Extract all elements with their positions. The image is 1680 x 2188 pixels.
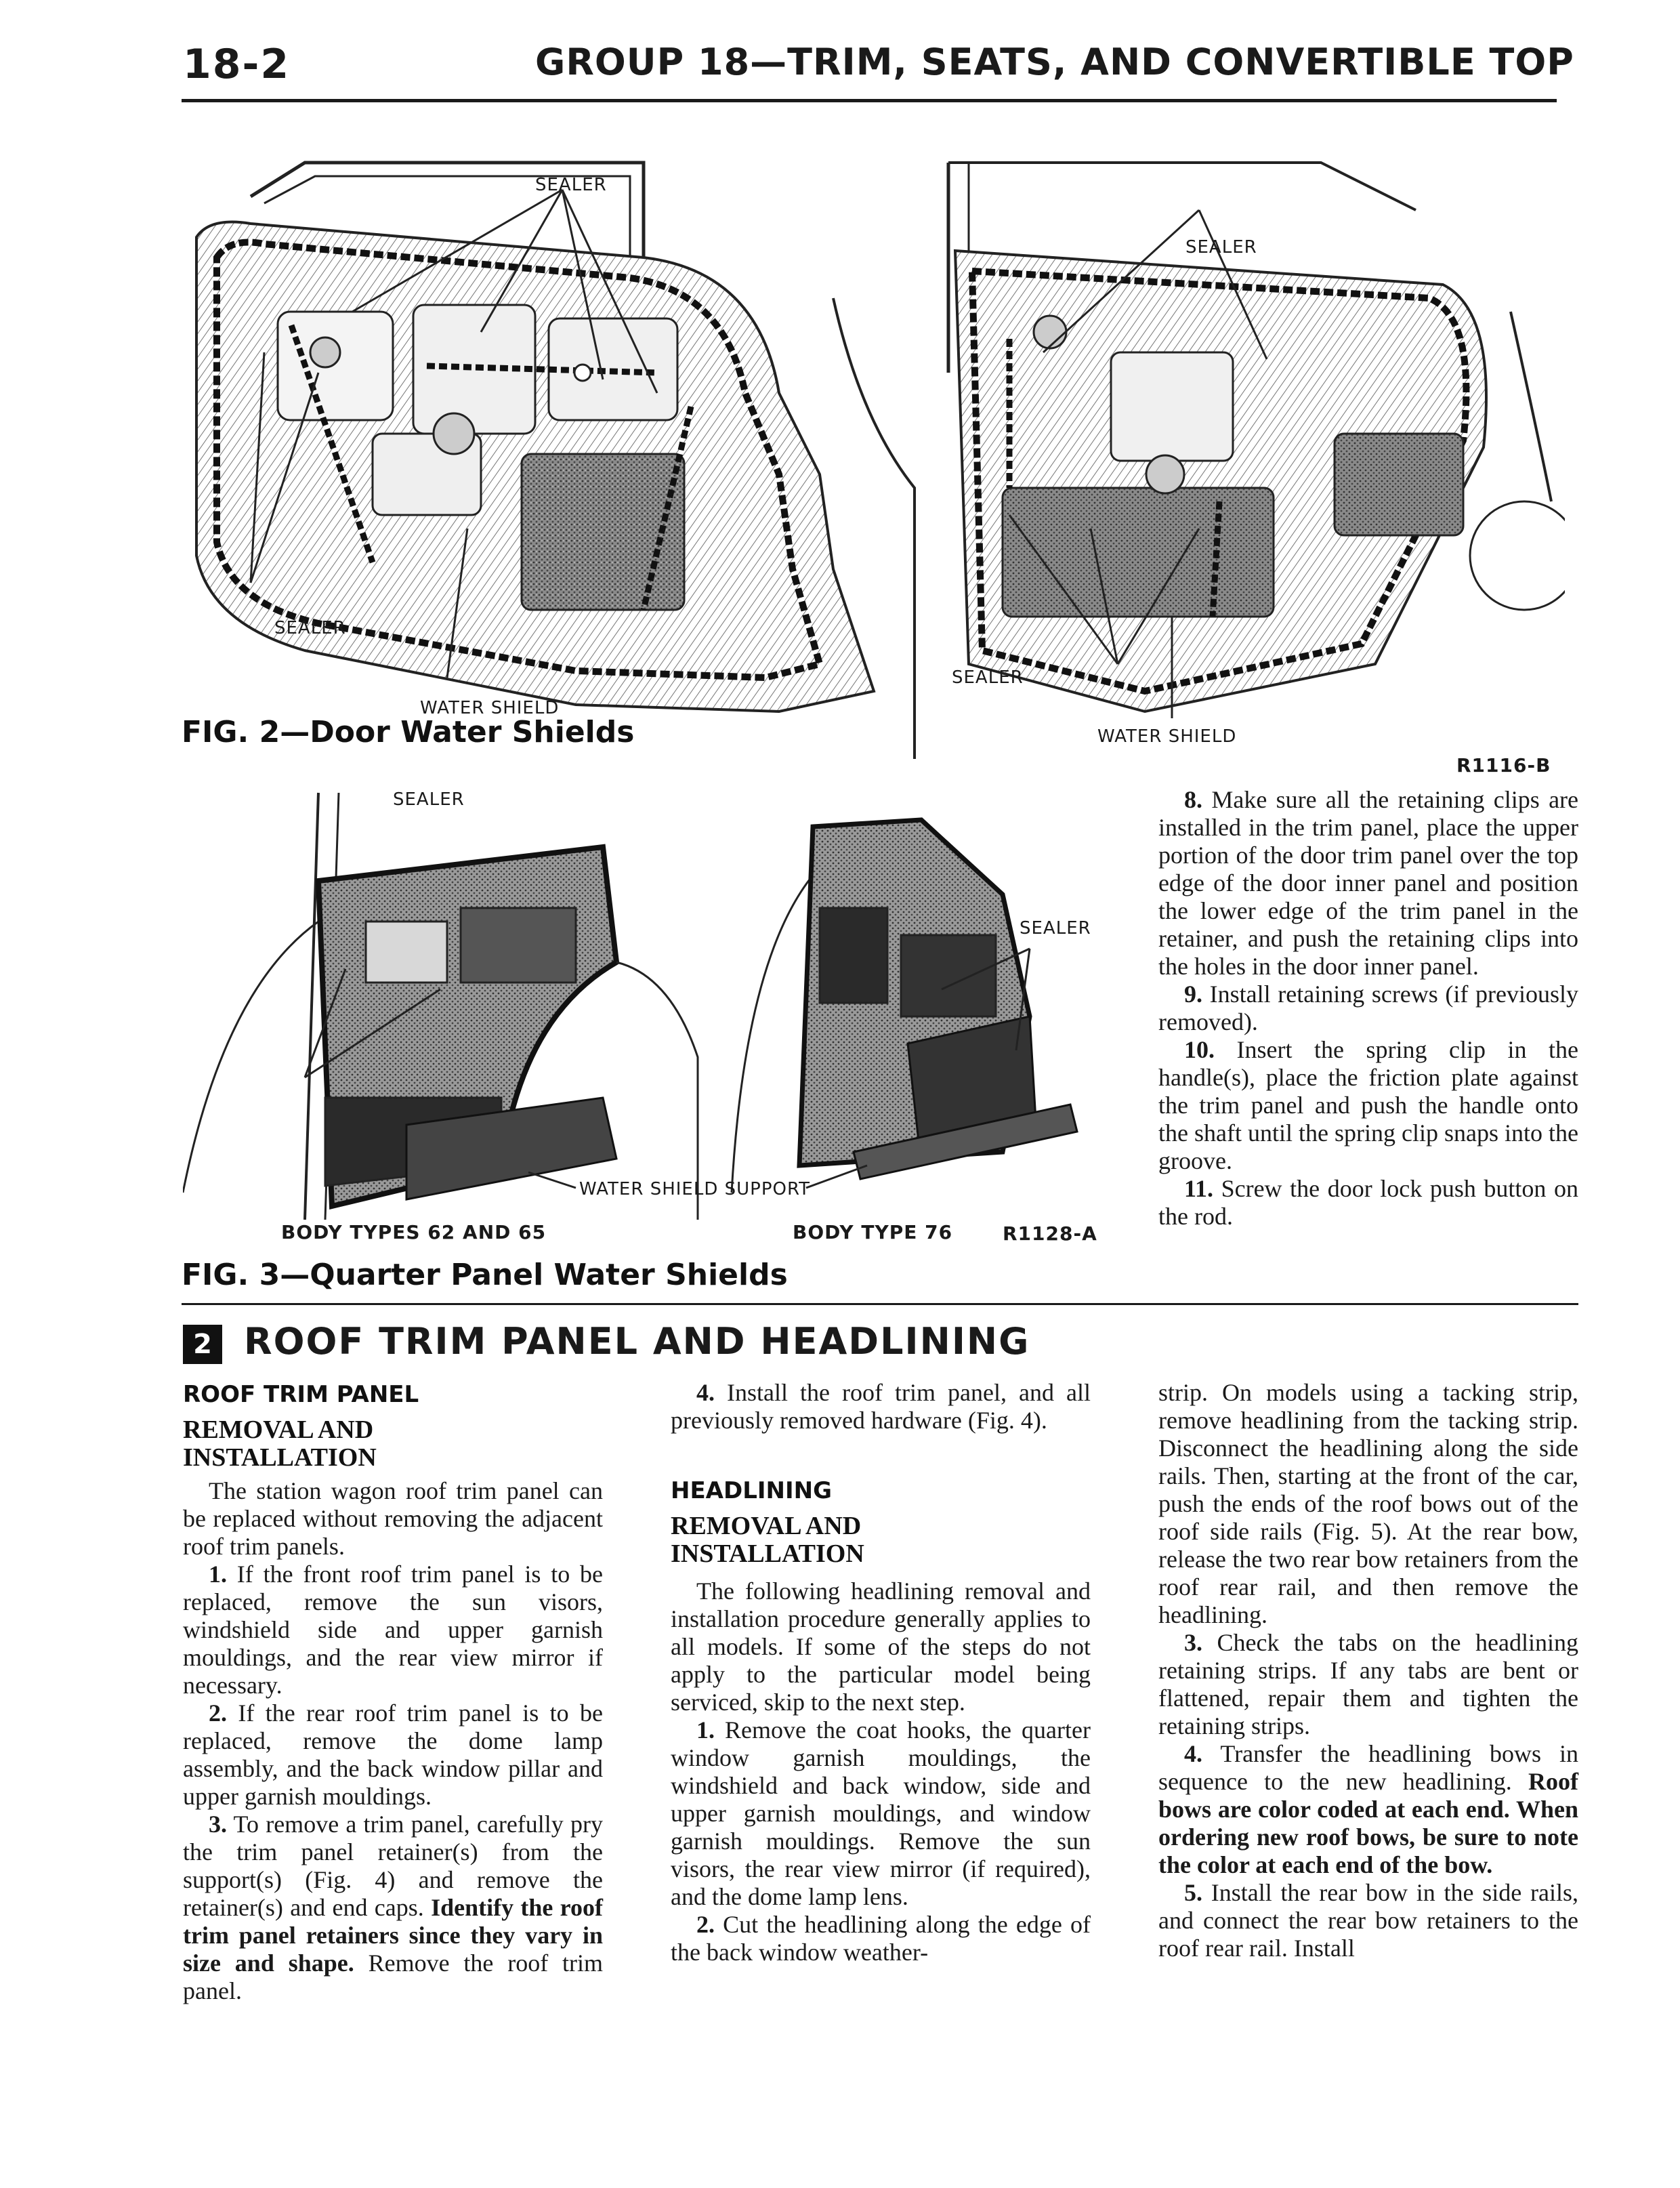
col3-step-3: 3. Check the tabs on the headlining retaining strips. If any tabs are bent or flattened, repair them and tighten the retaining strips. bbox=[1158, 1629, 1579, 1739]
fig3-caption: FIG. 3—Quarter Panel Water Shields bbox=[182, 1258, 788, 1292]
header-rule bbox=[182, 99, 1557, 102]
fig2-label-sealer-bottom-left: SEALER bbox=[274, 618, 346, 638]
col2-step-2: 2. Cut the headlining along the edge of the back window weather- bbox=[671, 1911, 1091, 1966]
section-title: ROOF TRIM PANEL AND HEADLINING bbox=[244, 1320, 1030, 1363]
col1-body bbox=[183, 1477, 603, 2005]
col2-body bbox=[671, 1577, 1091, 1966]
col2-subheading: REMOVAL AND INSTALLATION bbox=[671, 1512, 864, 1568]
col1-subheading: REMOVAL AND INSTALLATION bbox=[183, 1416, 377, 1472]
col3-step-5: 5. Install the rear bow in the side rails, and connect the rear bow retainers to the roof rear rail. Install bbox=[1158, 1879, 1579, 1962]
col2-step-1: 1. Remove the coat hooks, the quarter window garnish mouldings, the windshield and back window, side and upper garnish mouldings, and window garnish mouldings. Remove the sun visors, the rear view mirror (if required), and the dome lamp lens. bbox=[671, 1716, 1091, 1910]
fig2-label-sealer-top-right: SEALER bbox=[1185, 237, 1257, 257]
fig2-front-door-illustration bbox=[169, 149, 928, 759]
fig2-label-water-shield-right: WATER SHIELD bbox=[1097, 726, 1237, 747]
fig2-label-sealer-top-left: SEALER bbox=[535, 175, 607, 195]
col1-intro: The station wagon roof trim panel can be replaced without removing the adjacent roof trim panels. bbox=[183, 1477, 603, 1560]
fig3-label-body-types-left: BODY TYPES 62 AND 65 bbox=[281, 1221, 547, 1243]
col1-step-1: 1. If the front roof trim panel is to be replaced, remove the sun visors, windshield side and upper garnish mouldings, and the rear view mirror if necessary. bbox=[183, 1561, 604, 1699]
col1-step-3: 3. To remove a trim panel, carefully pry the trim panel retainer(s) from the support(s) (Fig. 4) and remove the retainer(s) and end caps. Identify the roof trim panel retainers since they vary in size and shape. Remove the roof trim panel. bbox=[183, 1811, 604, 2004]
fig3-body-76-illustration bbox=[718, 813, 1097, 1193]
col2-heading: HEADLINING bbox=[671, 1477, 832, 1504]
col1-heading: ROOF TRIM PANEL bbox=[183, 1381, 419, 1408]
section-number-badge: 2 bbox=[183, 1325, 222, 1364]
col2-top bbox=[671, 1379, 1091, 1434]
fig3-label-sealer-left: SEALER bbox=[393, 789, 465, 810]
page-group-title: GROUP 18—TRIM, SEATS, AND CONVERTIBLE TOP bbox=[535, 41, 1574, 83]
page-number: 18-2 bbox=[183, 41, 291, 88]
fig2-label-water-shield-left: WATER SHIELD bbox=[420, 698, 560, 718]
fig3-code: R1128-A bbox=[1003, 1222, 1097, 1245]
step-11: 11. Screw the door lock push button on the rod. bbox=[1158, 1175, 1578, 1230]
right-col-steps bbox=[1158, 786, 1578, 1231]
fig2-label-sealer-bottom-right: SEALER bbox=[952, 667, 1024, 688]
col1-step-2: 2. If the rear roof trim panel is to be replaced, remove the dome lamp assembly, and the back window pillar and upper garnish mouldings. bbox=[183, 1699, 604, 1810]
fig3-label-water-shield-support: WATER SHIELD SUPPORT bbox=[579, 1179, 811, 1199]
col3-continuation: strip. On models using a tacking strip, remove headlining from the tacking strip. Disconnect the headlining along the side rails. Then, starting at the front of the car, push the ends of the roof bows out of the roof side rails (Fig. 5). At the rear bow, release the two rear bow retainers from the roof rear rail, and then remove the headlining. bbox=[1158, 1379, 1578, 1628]
col2-intro: The following headlining removal and installation procedure generally applies to all models. If some of the steps do not apply to the particular model being serviced, skip to the next step. bbox=[671, 1577, 1091, 1716]
col3-step-4: 4. Transfer the headlining bows in sequence to the new headlining. Roof bows are color coded at each end. When ordering new roof bows, be sure to note the color at each end of the bow. bbox=[1158, 1740, 1578, 1878]
col2-step-4: 4. Install the roof trim panel, and all previously removed hardware (Fig. 4). bbox=[671, 1379, 1091, 1434]
step-9: 9. Install retaining screws (if previously removed). bbox=[1158, 981, 1579, 1035]
section-rule bbox=[182, 1303, 1578, 1305]
step-10: 10. Insert the spring clip in the handle(s), place the friction plate against the trim panel and push the handle onto the shaft until the spring clip snaps into the groove. bbox=[1158, 1036, 1578, 1174]
step-8: 8. Make sure all the retaining clips are installed in the trim panel, place the upper portion of the door trim panel over the top edge of the door inner panel and position the lower edge of the trim panel in the retainer, and push the retaining clips into the holes in the door inner panel. bbox=[1158, 786, 1579, 980]
fig2-caption: FIG. 2—Door Water Shields bbox=[182, 715, 635, 749]
fig3-label-sealer-right: SEALER bbox=[1020, 918, 1091, 938]
fig3-label-body-type-right: BODY TYPE 76 bbox=[793, 1221, 953, 1243]
col3-body bbox=[1158, 1379, 1578, 1962]
fig3-support-leaders bbox=[515, 1152, 881, 1206]
fig2-code: R1116-B bbox=[1456, 754, 1551, 777]
